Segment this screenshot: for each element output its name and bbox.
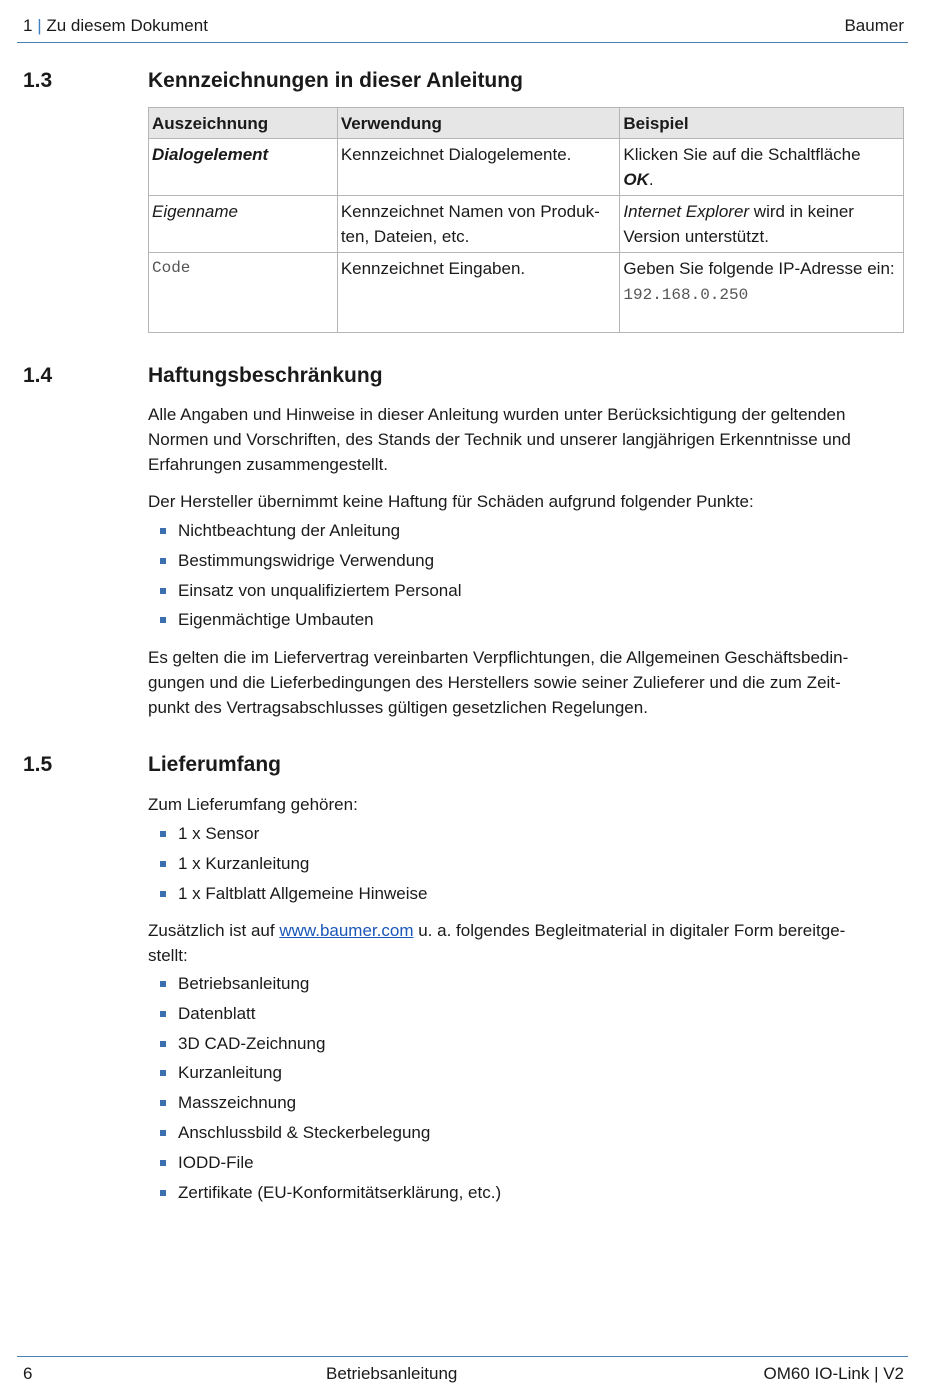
example-text: Geben Sie folgende IP-Adresse ein: [623, 259, 895, 278]
section-1-4-title: Haftungsbeschränkung [148, 364, 383, 387]
documents-list [148, 971, 501, 1209]
list-item-label: IODD-File [178, 1152, 254, 1172]
list-item-label: Einsatz von unqualifiziertem Personal [178, 580, 462, 600]
paragraph-text: Zusätzlich ist auf [148, 921, 280, 940]
table-cell-example [620, 196, 904, 253]
section-1-3-title: Kennzeichnungen in dieser Anleitung [148, 69, 523, 92]
additional-material-paragraph [148, 918, 893, 968]
paragraph-line: gungen und die Lieferbedingungen des Herstellers sowie seiner Zulieferer und die zum Zeit- [148, 673, 841, 692]
section-1-4-number: 1.4 [23, 364, 53, 387]
list-item [148, 1090, 501, 1120]
example-text: Klicken Sie auf die Schaltfläche [623, 145, 861, 164]
list-item-label: Kurzanleitung [178, 1063, 282, 1083]
list-item [148, 1031, 501, 1061]
section-1-3-number: 1.3 [23, 69, 53, 92]
list-item [148, 881, 427, 911]
bullet-icon [160, 1070, 166, 1076]
table-header-cell: Auszeichnung [149, 108, 338, 139]
section-1-5-number: 1.5 [23, 753, 53, 776]
table-cell-usage [337, 196, 620, 253]
header-chapter-number: 1 [23, 16, 33, 35]
bullet-icon [160, 891, 166, 897]
section-1-5-title: Lieferumfang [148, 753, 282, 776]
paragraph-text: stellt: [148, 946, 188, 965]
table-header-cell: Beispiel [620, 108, 904, 139]
bullet-icon [160, 981, 166, 987]
scope-list [148, 821, 427, 910]
table-row [149, 196, 904, 253]
liability-paragraph-2: Der Hersteller übernimmt keine Haftung für Schäden aufgrund folgender Punkte: [148, 492, 754, 511]
list-item-label: 3D CAD-Zeichnung [178, 1033, 326, 1053]
page-header [17, 14, 908, 43]
list-item [148, 518, 461, 548]
table-cell-usage: Kennzeichnet Eingaben. [337, 253, 620, 333]
bullet-icon [160, 558, 166, 564]
bullet-icon [160, 831, 166, 837]
example-code: 192.168.0.250 [623, 286, 749, 304]
list-item-label: Masszeichnung [178, 1093, 297, 1113]
list-item [148, 1060, 501, 1090]
bullet-icon [160, 617, 166, 623]
list-item [148, 578, 461, 608]
list-item [148, 1150, 501, 1180]
footer-product: OM60 IO-Link | V2 [763, 1364, 904, 1383]
list-item [148, 1120, 501, 1150]
table-row [149, 139, 904, 196]
bullet-icon [160, 861, 166, 867]
baumer-website-link[interactable]: www.baumer.com [279, 921, 414, 940]
bullet-icon [160, 1100, 166, 1106]
list-item-label: 1 x Kurzanleitung [178, 853, 310, 873]
header-separator: | [37, 16, 42, 35]
bullet-icon [160, 588, 166, 594]
table-row [149, 253, 904, 333]
bullet-icon [160, 1130, 166, 1136]
paragraph-line: punkt des Vertragsabschlusses gültigen gesetzlichen Regelungen. [148, 698, 648, 717]
list-item-label: Nichtbeachtung der Anleitung [178, 521, 401, 540]
list-item [148, 1001, 501, 1031]
bullet-icon [160, 528, 166, 534]
bullet-icon [160, 1160, 166, 1166]
header-brand: Baumer [844, 16, 904, 35]
usage-line: ten, Dateien, etc. [340, 227, 470, 246]
header-chapter-title: Zu diesem Dokument [46, 16, 208, 35]
list-item [148, 607, 461, 637]
list-item-label: Anschlussbild & Steckerbelegung [178, 1122, 431, 1142]
list-item-label: Datenblatt [178, 1003, 256, 1023]
table-cell-marking: Eigenname [149, 196, 338, 253]
markings-table [148, 107, 904, 333]
list-item-label: 1 x Sensor [178, 824, 260, 843]
example-suffix: wird in keiner Version unterstützt. [623, 202, 854, 246]
liability-list [148, 518, 461, 637]
list-item-label: Bestimmungswidrige Verwendung [178, 550, 435, 570]
table-cell-marking: Code [149, 253, 338, 333]
page-number: 6 [23, 1364, 33, 1383]
list-item-label: 1 x Faltblatt Allgemeine Hinweise [178, 883, 428, 903]
page-footer [17, 1356, 908, 1387]
table-cell-marking: Dialogelement [149, 139, 338, 196]
example-suffix: . [648, 170, 654, 189]
list-item [148, 821, 427, 851]
table-cell-example [620, 139, 904, 196]
list-item [148, 548, 461, 578]
list-item-label: Zertifikate (EU-Konformitätserklärung, etc.) [178, 1182, 502, 1202]
list-item [148, 971, 501, 1001]
bullet-icon [160, 1011, 166, 1017]
example-emphasis: Internet Explorer [623, 202, 750, 221]
list-item [148, 851, 427, 881]
paragraph-text: u. a. folgendes Begleitmaterial in digitaler Form bereitge- [413, 921, 846, 940]
bullet-icon [160, 1190, 166, 1196]
list-item-label: Eigenmächtige Umbauten [178, 610, 374, 630]
liability-paragraph-1: Alle Angaben und Hinweise in dieser Anleitung wurden unter Berücksichtigung der geltenden Normen und Vorschriften, des Stands der Technik und unserer langjährigen Erkenntnisse und Erfahrungen zusammengestellt. [148, 405, 851, 474]
header-chapter [23, 16, 208, 36]
footer-doc-type: Betriebsanleitung [326, 1364, 458, 1383]
usage-line: Kennzeichnet Namen von Produk- [340, 202, 600, 221]
bullet-icon [160, 1041, 166, 1047]
table-cell-usage: Kennzeichnet Dialogelemente. [337, 139, 620, 196]
example-emphasis: OK [623, 170, 649, 189]
list-item-label: Betriebsanleitung [178, 974, 310, 993]
list-item [148, 1180, 501, 1210]
table-header-cell: Verwendung [337, 108, 620, 139]
table-header-row [149, 108, 904, 139]
paragraph-line: Es gelten die im Liefervertrag vereinbarten Verpflichtungen, die Allgemeinen Geschäftsbedin- [148, 648, 849, 667]
table-cell-example [620, 253, 904, 333]
liability-paragraph-3 [148, 645, 893, 720]
scope-intro: Zum Lieferumfang gehören: [148, 795, 358, 814]
